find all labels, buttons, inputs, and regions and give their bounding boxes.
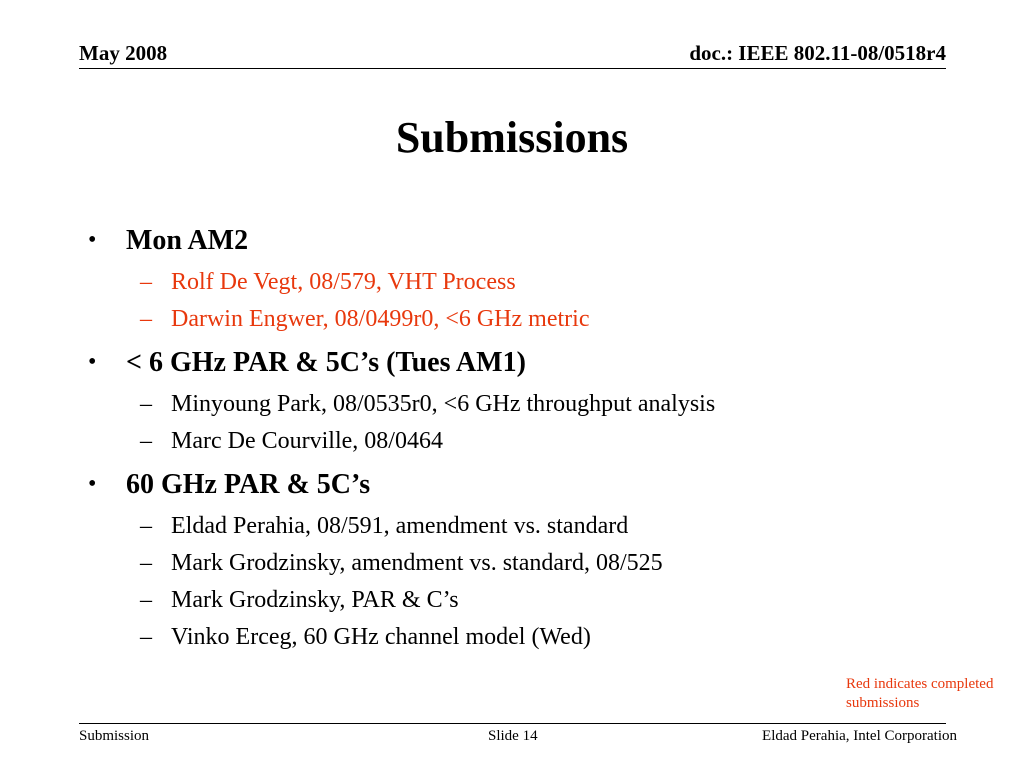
sub-bullet-item — [0, 587, 1024, 624]
bullet-item — [0, 347, 1024, 387]
slide-title: Submissions — [395, 113, 629, 162]
sub-bullet-item — [0, 391, 1024, 428]
dash-glyph: – — [140, 587, 152, 613]
legend-note — [846, 675, 993, 713]
footer-author: Eldad Perahia, Intel Corporation — [762, 728, 957, 744]
bullet-glyph: • — [88, 471, 97, 497]
header-rule — [79, 68, 946, 69]
bullet-heading: < 6 GHz PAR & 5C’s (Tues AM1) — [126, 347, 526, 378]
sub-bullet-item — [0, 550, 1024, 587]
sub-bullet-text: Rolf De Vegt, 08/579, VHT Process — [171, 269, 516, 295]
sub-bullet-item — [0, 513, 1024, 550]
legend-note-line-2: submissions — [846, 695, 920, 711]
dash-glyph: – — [140, 391, 152, 417]
bullet-heading: Mon AM2 — [126, 225, 249, 256]
sub-bullet-text: Mark Grodzinsky, PAR & C’s — [171, 587, 459, 613]
slide-number: Slide 14 — [488, 728, 538, 744]
sub-bullet-text: Eldad Perahia, 08/591, amendment vs. standard — [171, 513, 629, 539]
sub-bullet-text: Vinko Erceg, 60 GHz channel model (Wed) — [171, 624, 591, 650]
footer-rule — [79, 723, 946, 724]
dash-glyph: – — [140, 513, 152, 539]
bullet-glyph: • — [88, 349, 97, 375]
sub-bullet-item — [0, 269, 1024, 306]
bullet-item — [0, 469, 1024, 509]
bullet-list — [0, 225, 1024, 665]
sub-bullet-text: Darwin Engwer, 08/0499r0, <6 GHz metric — [171, 306, 590, 332]
header-date: May 2008 — [79, 41, 168, 65]
sub-bullet-item — [0, 624, 1024, 661]
header-doc-id: doc.: IEEE 802.11-08/0518r4 — [689, 41, 946, 65]
sub-bullet-item — [0, 306, 1024, 343]
sub-bullet-text: Marc De Courville, 08/0464 — [171, 428, 443, 454]
dash-glyph: – — [140, 624, 152, 650]
legend-note-line-1: Red indicates completed — [846, 676, 994, 692]
sub-bullet-item — [0, 428, 1024, 465]
dash-glyph: – — [140, 428, 152, 454]
bullet-glyph: • — [88, 227, 97, 253]
bullet-heading: 60 GHz PAR & 5C’s — [126, 469, 371, 500]
sub-bullet-text: Minyoung Park, 08/0535r0, <6 GHz throughput analysis — [171, 391, 716, 417]
dash-glyph: – — [140, 306, 152, 332]
dash-glyph: – — [140, 550, 152, 576]
dash-glyph: – — [140, 269, 152, 295]
sub-bullet-text: Mark Grodzinsky, amendment vs. standard, 08/525 — [171, 550, 663, 576]
bullet-item — [0, 225, 1024, 265]
footer-left: Submission — [79, 728, 150, 744]
